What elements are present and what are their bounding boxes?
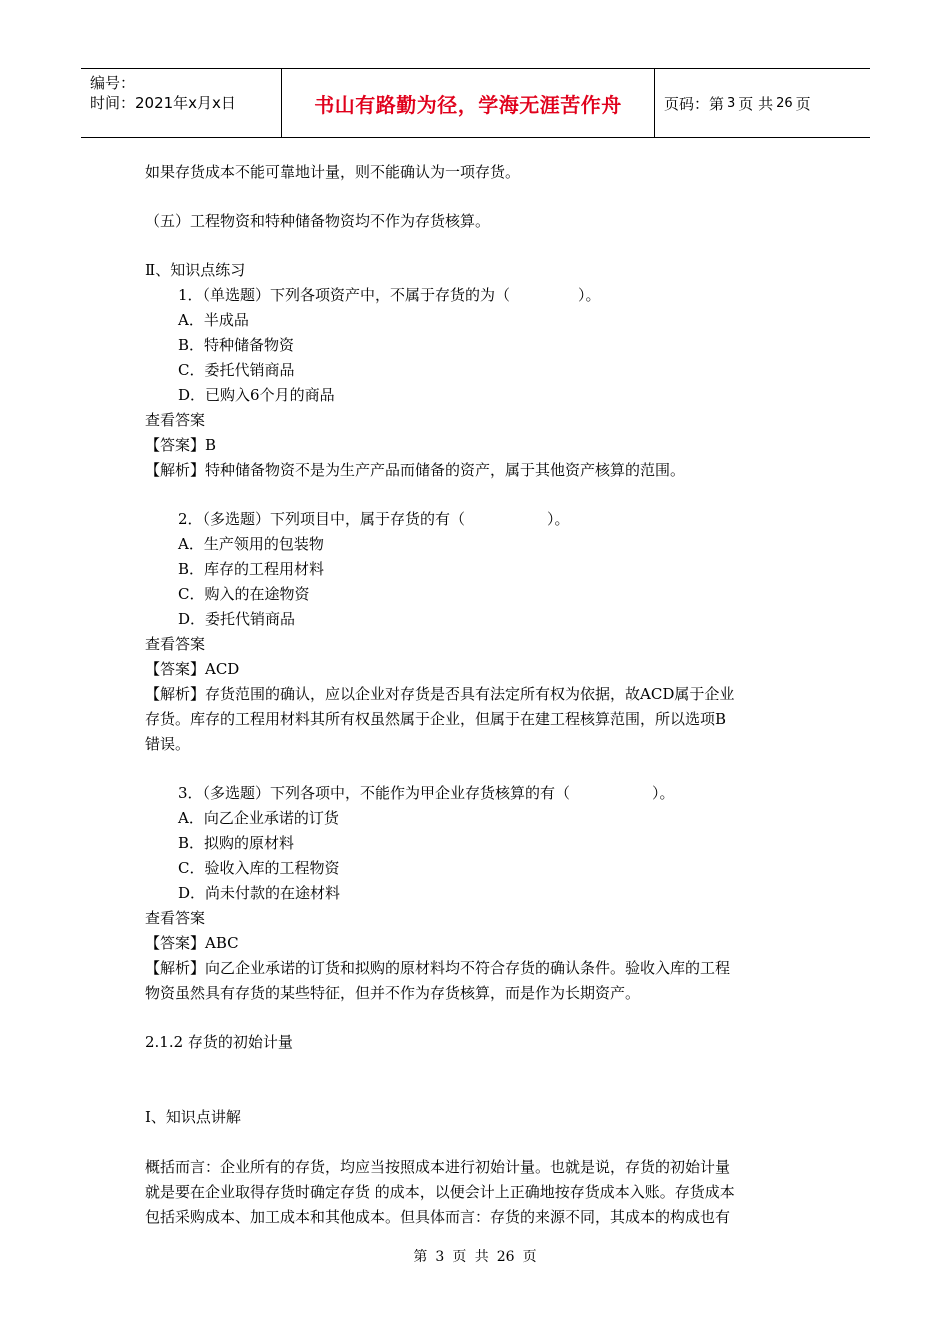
option-d: D．委托代销商品 (178, 610, 296, 628)
question-stem: 1．（单选题）下列各项资产中，不属于存货的为（ ）。 (178, 286, 601, 304)
option-a: A．半成品 (178, 311, 249, 329)
paragraph: 如果存货成本不能可靠地计量，则不能确认为一项存货。 (145, 163, 521, 181)
analysis: 【解析】向乙企业承诺的订货和拟购的原材料均不符合存货的确认条件。验收入库的工程 (145, 959, 731, 977)
question-stem: 3．（多选题）下列各项中，不能作为甲企业存货核算的有（ ）。 (178, 784, 675, 802)
answer: 【答案】ACD (145, 660, 240, 678)
paragraph: 就是要在企业取得存货时确定存货 的成本，以便会计上正确地按存货成本入账。存货成本 (145, 1183, 735, 1201)
view-answer-link[interactable]: 查看答案 (145, 411, 206, 429)
footer-current: 3 (435, 1249, 445, 1265)
page-header (81, 68, 870, 138)
header-page-info (655, 69, 870, 137)
option-c: C．购入的在途物资 (178, 585, 310, 603)
option-d: D．尚未付款的在途材料 (178, 884, 341, 902)
page-mid: 页 共 (738, 94, 774, 113)
option-b: B．库存的工程用材料 (178, 560, 325, 578)
paragraph: 包括采购成本、加工成本和其他成本。但具体而言：存货的来源不同，其成本的构成也有 (145, 1208, 731, 1226)
subsection-heading: Ⅱ、知识点练习 (145, 261, 246, 279)
header-motto-cell (282, 69, 655, 137)
analysis: 【解析】存货范围的确认，应以企业对存货是否具有法定所有权为依据，故ACD属于企业 (145, 685, 735, 703)
option-a: A．向乙企业承诺的订货 (178, 809, 339, 827)
page-total: 26 (776, 95, 793, 111)
option-c: C．验收入库的工程物资 (178, 859, 340, 877)
footer-suffix: 页 (522, 1249, 537, 1265)
number-label: 编号： (90, 74, 136, 92)
header-meta (81, 69, 282, 137)
page-suffix: 页 (795, 94, 811, 113)
page-footer (0, 1246, 950, 1266)
section-heading: 2.1.2 存货的初始计量 (145, 1033, 293, 1051)
option-c: C．委托代销商品 (178, 361, 295, 379)
footer-mid: 页 共 (452, 1249, 489, 1265)
analysis: 物资虽然具有存货的某些特征，但并不作为存货核算，而是作为长期资产。 (145, 984, 641, 1002)
motto: 书山有路勤为径，学海无涯苦作舟 (314, 92, 622, 117)
answer: 【答案】ABC (145, 934, 239, 952)
view-answer-link[interactable]: 查看答案 (145, 635, 206, 653)
analysis: 错误。 (145, 735, 191, 753)
option-b: B．拟购的原材料 (178, 834, 295, 852)
page-current: 3 (727, 95, 736, 111)
footer-total: 26 (496, 1249, 515, 1265)
question-stem: 2．（多选题）下列项目中，属于存货的有（ ）。 (178, 510, 570, 528)
option-b: B．特种储备物资 (178, 336, 295, 354)
subsection-heading: Ⅰ、知识点讲解 (145, 1108, 241, 1126)
analysis: 存货。库存的工程用材料其所有权虽然属于企业，但属于在建工程核算范围，所以选项B (145, 710, 727, 728)
page-prefix: 页码：第 (664, 94, 725, 113)
paragraph: 概括而言：企业所有的存货，均应当按照成本进行初始计量。也就是说，存货的初始计量 (145, 1158, 731, 1176)
date-label: 时间：2021年x月x日 (90, 94, 236, 112)
option-d: D．已购入6个月的商品 (178, 386, 335, 404)
view-answer-link[interactable]: 查看答案 (145, 909, 206, 927)
option-a: A．生产领用的包装物 (178, 535, 324, 553)
analysis: 【解析】特种储备物资不是为生产产品而储备的资产，属于其他资产核算的范围。 (145, 461, 686, 479)
footer-prefix: 第 (413, 1249, 428, 1265)
paragraph: （五）工程物资和特种储备物资均不作为存货核算。 (145, 212, 491, 230)
answer: 【答案】B (145, 436, 217, 454)
